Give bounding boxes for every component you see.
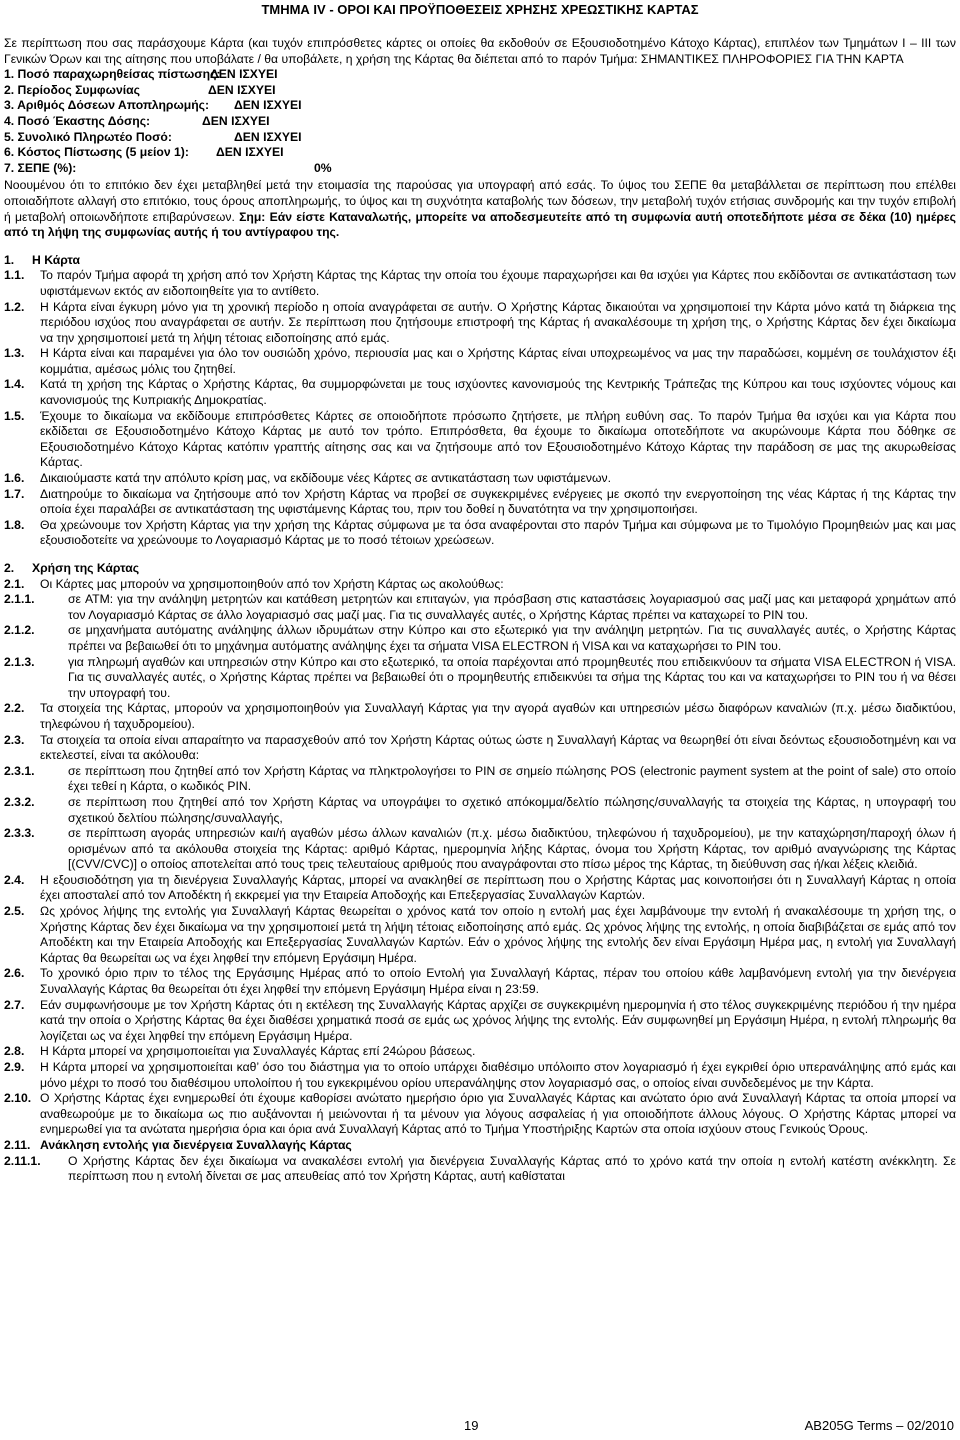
clause-text: Ως χρόνος λήψης της εντολής για Συναλλαγή Κάρτας θεωρείται ο χρόνος κατά τον οποίο η εντολή μας έχει λαμβάνουμε την εντολή ή ανακαλέσουμε τη χρήση της, ο Χρήστης Κάρτας δεν έχει δικαίωμα να την χρησιμοποιεί μετά τη λήψη τέτοιας ειδοποίησης από εμάς. Ως χρόνος λήψης της εντολής, η οποία διαβιβάζεται σε εμάς από τον Αποδέκτη και την Εταιρεία Αποδοχής και Επεξεργασίας Συναλλαγών Καρτών. Εάν ο χρόνος λήψης της εντολής δεν είναι Εργάσιμη Ημέρα μας, η εντολή για Συναλλαγή Κάρτας θα θεωρείται ως να έχει ληφθεί την επόμενη Εργάσιμη Ημέρα. xyxy=(40,904,956,965)
key-info-row: 1. Ποσό παραχωρηθείσας πίστωσης: ΔΕΝ ΙΣΧΥΕΙ xyxy=(4,67,278,82)
clause-item xyxy=(4,826,956,873)
intro-paragraph: Σε περίπτωση που σας παράσχουμε Κάρτα (και τυχόν επιπρόσθετες κάρτες οι οποίες θα εκδοθούν σε Εξουσιοδοτημένο Κάτοχο Κάρτας), επιπλέον των Τμημάτων I – III των Γενικών Όρων και της αίτησης που υποβάλατε / θα υποβάλετε, η χρήση της Κάρτας θα διέπεται από το παρόν Τμήμα: ΣΗΜΑΝΤΙΚΕΣ ΠΛΗΡΟΦΟΡΙΕΣ ΓΙΑ ΤΗΝ ΚΑΡΤΑ xyxy=(4,36,956,66)
key-info-row: 5. Συνολικό Πληρωτέο Ποσό: ΔΕΝ ΙΣΧΥΕΙ xyxy=(4,129,302,144)
clause-text: Η Κάρτα είναι και παραμένει για όλο τον ουσιώδη χρόνο, περιουσία μας και ο Χρήστης Κάρτας είναι υποχρεωμένος να μας την παραδώσει, κομμένη σε τουλάχιστον έξι κομμάτια, αμέσως μόλις του ζητηθεί. xyxy=(40,346,956,376)
clause-number: 1.1. xyxy=(4,268,25,283)
clause-number: 2.1. xyxy=(4,576,25,591)
clause-text: Ανάκληση εντολής για διενέργεια Συναλλαγής Κάρτας xyxy=(40,1137,352,1152)
key-info-row: 2. Περίοδος Συμφωνίας ΔΕΝ ΙΣΧΥΕΙ xyxy=(4,82,276,97)
clause-number: 2.3.3. xyxy=(4,826,35,841)
clause-text: Το παρόν Τμήμα αφορά τη χρήση από τον Χρήστη Κάρτας της Κάρτας την οποία του έχουμε παραχωρήσει και θα ισχύει για Κάρτες που εκδίδονται σε αντικατάσταση των υφιστάμενων εκτός αν ειδοποιηθείτε για το αντίθετο. xyxy=(40,268,956,298)
section-2-items xyxy=(4,577,956,1185)
clause-item xyxy=(4,701,956,732)
clause-text: σε ATM: για την ανάληψη μετρητών και κατάθεση μετρητών και επιταγών, για πρόσβαση στις καταστάσεις λογαριασμού σας μαζί μας και μεταφορά χρημάτων από τον Λογαριασμό Κάρτας σε άλλο λογαριασμό σας μαζί μας. Για τις συναλλαγές αυτές, ο Χρήστης Κάρτας πρέπει να καταχωρεί το PIN του. xyxy=(68,592,956,622)
clause-number: 2.5. xyxy=(4,904,25,919)
clause-text: Δικαιούμαστε κατά την απόλυτο κρίση μας, να εκδίδουμε νέες Κάρτες σε αντικατάσταση των υφιστάμενων. xyxy=(40,471,611,486)
clause-number: 2.7. xyxy=(4,997,25,1012)
clause-item xyxy=(4,518,956,549)
clause-item xyxy=(4,377,956,408)
clause-number: 2.3.1. xyxy=(4,763,35,778)
key-info-row: 6. Κόστος Πίστωσης (5 μείον 1): ΔΕΝ ΙΣΧΥΕΙ xyxy=(4,145,284,160)
document-page xyxy=(4,0,956,1185)
clause-item xyxy=(4,904,956,966)
key-info-row: 7. ΣΕΠΕ (%): 0% xyxy=(4,160,332,175)
clause-text: Έχουμε το δικαίωμα να εκδίδουμε επιπρόσθετες Κάρτες σε οποιοδήποτε πρόσωπο ζητήσετε, με πλήρη ευθύνη σας. Το παρόν Τμήμα θα ισχύει και για Κάρτα που εκδίδεται σε Εξουσιοδοτημένο Κάτοχο Κάρτας με αυτό τον τρόπο. Επιπρόσθετα, θα έχουμε το δικαίωμα οποτεδήποτε να ακυρώνουμε Κάρτα που δόθηκε σε Εξουσιοδοτημένο Κάτοχο Κάρτας κατόπιν γραπτής αίτησης σας και να ζητήσουμε από τον Εξουσιοδοτημένο Κάτοχο Κάρτας την παράδοση σε μας της ακυρωθείσας Κάρτας. xyxy=(40,408,956,470)
clause-number: 1.6. xyxy=(4,471,25,486)
clause-number: 1.2. xyxy=(4,299,25,314)
notice-paragraph xyxy=(4,178,956,240)
clause-number: 2.11.1. xyxy=(4,1153,41,1168)
clause-text: σε περίπτωση αγοράς υπηρεσιών και/ή αγαθών μέσω άλλων καναλιών (π.χ. μέσω διαδικτύου, τηλεφώνου ή ταχυδρομείου), με την καταχώρηση/παροχή όλων ή ορισμένων από τα ακόλουθα στοιχεία της Κάρτας: αριθμό Κάρτας, ημερομηνία λήξης Κάρτας, όνομα του Χρήστη Κάρτας, τον αριθμό αναγνώρισης της Κάρτας [(CVV/CVC)] ο οποίος αποτελείται από τους τρεις τελευταίους αριθμούς που αναγράφονται στο πίσω μέρος της Κάρτας, τη διεύθυνση σας ή/και λέξεις κλειδιά. xyxy=(68,826,956,872)
clause-item xyxy=(4,998,956,1045)
clause-number: 1.4. xyxy=(4,377,25,392)
clause-text: Ο Χρήστης Κάρτας έχει ενημερωθεί ότι έχουμε καθορίσει ανώτατο ημερήσιο όριο για Συναλλαγές Κάρτας και ανώτατο όριο ανά Συναλλαγή Κάρτας τα οποία μπορεί να αναθεωρούμε με το δικαίωμα ως πιο αυξάνονται ή μειώνονται ή τα μένουν για λόγους ασφαλείας ή για οποιοδήποτε άλλους λόγους. Ο Χρήστης Κάρτας μπορεί να ενημερωθεί για τα ανώτατα ημερήσια όρια και όρια ανά Συναλλαγή Κάρτας από το Τμήμα Υποστήριξης Καρτών στα οποία ισχύουν στους Γενικούς Όρους. xyxy=(40,1091,956,1137)
clause-item xyxy=(4,873,956,904)
clause-item xyxy=(4,795,956,826)
page-title: ΤΜΗΜΑ IV - ΟΡΟΙ ΚΑΙ ΠΡΟΫΠΟΘΕΣΕΙΣ ΧΡΗΣΗΣ ΧΡΕΩΣΤΙΚΗΣ ΚΑΡΤΑΣ xyxy=(261,2,699,17)
clause-item xyxy=(4,577,956,593)
clause-text: Κατά τη χρήση της Κάρτας ο Χρήστης Κάρτας, θα συμμορφώνεται με τους ισχύοντες κανονισμούς της Κεντρικής Τράπεζας της Κύπρου και τους ισχύοντες νόμους και κανονισμούς της Κυπριακής Δημοκρατίας. xyxy=(40,377,956,408)
clause-text: σε μηχανήματα αυτόματης ανάληψης άλλων ιδρυμάτων στην Κύπρο και στο εξωτερικό για την ανάληψη μετρητών. Για τις συναλλαγές αυτές, ο Χρήστης Κάρτας πρέπει να βεβαιωθεί ότι το μηχάνημα αυτόματης ανάληψης έχει τα σήματα VISA ELECTRON ή VISA και να καταχωρήσει το PIN του. xyxy=(68,623,956,653)
clause-text: Τα στοιχεία της Κάρτας, μπορούν να χρησιμοποιηθούν για Συναλλαγή Κάρτας για την αγορά αγαθών και υπηρεσιών μέσω διαφόρων καναλιών (π.χ. μέσω διαδικτύου, τηλεφώνου ή ταχυδρομείου). xyxy=(40,701,956,731)
clause-text: Εάν συμφωνήσουμε με τον Χρήστη Κάρτας ότι η εκτέλεση της Συναλλαγής Κάρτας αρχίζει σε συγκεκριμένη ημερομηνία ή στο τέλος συγκεκριμένης περιόδου ή την ημέρα κατά την οποία ο Χρήστης Κάρτας θα έχει διαθέσει χρηματικά ποσά σε εμάς ως χρόνος λήψης της εντολής. Εάν συμφωνηθεί μη Εργάσιμη Ημέρα, η εντολή πληρωμής θα λογίζεται ως να έχει ληφθεί την επόμενη Εργάσιμη Ημέρα. xyxy=(40,997,956,1043)
clause-number: 2.8. xyxy=(4,1044,25,1059)
clause-item xyxy=(4,733,956,764)
clause-item xyxy=(4,1138,956,1154)
section-1-heading: 1. Η Κάρτα xyxy=(4,252,80,267)
clause-number: 2.9. xyxy=(4,1060,25,1074)
clause-number: 1.8. xyxy=(4,517,25,532)
clause-item xyxy=(4,487,956,518)
clause-text: Τα στοιχεία τα οποία είναι απαραίτητο να παρασχεθούν από τον Χρήστη Κάρτας ούτως ώστε η Συναλλαγή Κάρτας να θεωρηθεί ότι είναι δεόντως εξουσιοδοτημένη και να εκτελεστεί, είναι τα ακόλουθα: xyxy=(40,732,956,763)
clause-item xyxy=(4,655,956,702)
clause-text: Ο Χρήστης Κάρτας δεν έχει δικαίωμα να ανακαλέσει εντολή για διενέργεια Συναλλαγής Κάρτας από το χρόνο κατά την οποία η εντολή κατέστη ανέκκλητη. Σε περίπτωση που η εντολή δίνεται σε μας απευθείας από τον Χρήστη Κάρτας, αυτή καθίσταται xyxy=(68,1153,956,1184)
clause-text: Η Κάρτα είναι έγκυρη μόνο για τη χρονική περίοδο η οποία αναγράφεται σε αυτήν. Ο Χρήστης Κάρτας δικαιούται να χρησιμοποιεί την Κάρτα μόνο κατά τη διάρκεια της περιόδου ισχύος που αναγράφεται σε αυτήν. Σε περίπτωση που ζητήσουμε επιστροφή της Κάρτας ή ανακαλέσουμε τη χρήση της, ο Χρήστης Κάρτας δεν έχει δικαίωμα να την χρησιμοποιεί μετά τη λήψη τέτοιας ειδοποίησης από εμάς. xyxy=(40,299,956,345)
clause-item xyxy=(4,1044,956,1060)
key-info-row: 3. Αριθμός Δόσεων Αποπληρωμής: ΔΕΝ ΙΣΧΥΕΙ xyxy=(4,98,302,113)
clause-number: 2.2. xyxy=(4,701,25,716)
clause-text: Το χρονικό όριο πριν το τέλος της Εργάσιμης Ημέρας από το οποίο Εντολή για Συναλλαγή Κάρτας, πέραν του οποίου κάθε λαμβανόμενη εντολή για την διενέργεια Συναλλαγής Κάρτας θα θεωρείται ότι έχει ληφθεί την επόμενη Εργάσιμη Ημέρα είναι η 23:59. xyxy=(40,966,956,997)
clause-number: 2.1.2. xyxy=(4,623,35,638)
clause-item xyxy=(4,1154,956,1185)
clause-text: για πληρωμή αγαθών και υπηρεσιών στην Κύπρο και στο εξωτερικό, τα οποία παρέχονται από προμηθευτές που επιδεικνύουν τα σήματα VISA ELECTRON ή VISA. Για τις συναλλαγές αυτές, ο Χρήστης Κάρτας πρέπει να βεβαιωθεί ότι ο προμηθευτής επιδεικνύει τα σήμα της Κάρτας του και να καταχωρήσει το PIN του ή να θέσει την υπογραφή του. xyxy=(68,654,956,700)
clause-item xyxy=(4,1091,956,1138)
clause-text: Οι Κάρτες μας μπορούν να χρησιμοποιηθούν από τον Χρήστη Κάρτας ως ακολούθως: xyxy=(40,576,504,591)
clause-number: 2.10. xyxy=(4,1091,32,1106)
clause-text: σε περίπτωση που ζητηθεί από τον Χρήστη Κάρτας να υπογράψει το σχετικό απόκομμα/δελτίο πώλησης/συναλλαγής τα στοιχεία της Κάρτας, η υπογραφή του σχετικού δελτίου πώλησης/συναλλαγής, xyxy=(68,794,956,825)
clause-item xyxy=(4,966,956,997)
clause-item xyxy=(4,764,956,795)
notice-bold-text: Σημ: Εάν είστε Καταναλωτής, μπορείτε να αποδεσμευτείτε από τη συμφωνία αυτή οποτεδήποτε μέσα σε δέκα (10) ημέρες από τη λήψη της συμφωνίας αυτής ή του αντίγραφου της. xyxy=(4,209,957,240)
clause-number: 2.3.2. xyxy=(4,794,35,809)
clause-item xyxy=(4,346,956,377)
clause-number: 2.6. xyxy=(4,966,25,981)
clause-text: Η Κάρτα μπορεί να χρησιμοποιείται για Συναλλαγές Κάρτας επί 24ώρου βάσεως. xyxy=(40,1044,476,1059)
clause-item xyxy=(4,623,956,654)
clause-text: Η εξουσιοδότηση για τη διενέργεια Συναλλαγής Κάρτας, μπορεί να ανακληθεί σε περίπτωση που ο Χρήστης Κάρτας μας κοινοποιήσει ότι η Συναλλαγή Κάρτας η οποία έχει αποσταλεί από τον Αποδέκτη ή εκκρεμεί για την Εταιρεία Αποδοχής και Επεξεργασίας Συναλλαγών Καρτών. xyxy=(40,872,956,903)
document-reference: AB205G Terms – 02/2010 xyxy=(804,1418,954,1433)
clause-item xyxy=(4,409,956,471)
key-info-row: 4. Ποσό Έκαστης Δόσης: ΔΕΝ ΙΣΧΥΕΙ xyxy=(4,113,270,128)
page-number: 19 xyxy=(464,1418,479,1433)
notice-text: Νοουμένου ότι το επιτόκιο δεν έχει μεταβληθεί μετά την ετοιμασία της παρούσας για υπογραφή από εσάς. Το ύψος του ΣΕΠΕ θα μεταβάλλεται σε περίπτωση που επέλθει οποιαδήποτε αλλαγή στο επιτόκιο, τους όρους αποπληρωμής, το ύψος και τη συχνότητα καταβολής των δόσεων, την μεταβολή τυχόν ετήσιας συνδρομής και την τυχόν επιβολή ή μεταβολή οποιωνδήποτε επιβαρύνσεων. xyxy=(4,178,956,224)
clause-number: 2.1.1. xyxy=(4,592,35,607)
clause-item xyxy=(4,1060,956,1091)
clause-item xyxy=(4,268,956,299)
clause-number: 1.5. xyxy=(4,408,25,423)
clause-text: Θα χρεώνουμε τον Χρήστη Κάρτας για την χρήση της Κάρτας σύμφωνα με τα όσα αναφέρονται στο παρόν Τμήμα και σύμφωνα με το Τιμολόγιο Προμηθειών μας και μας εξουσιοδοτείτε να χρεώνουμε το Λογαριασμό Κάρτας με το ποσό τέτοιων χρεώσεων. xyxy=(40,517,956,548)
clause-text: Διατηρούμε το δικαίωμα να ζητήσουμε από τον Χρήστη Κάρτας να προβεί σε συγκεκριμένες ενέργειες με σκοπό την ενεργοποίηση της νέας Κάρτας ή της Κάρτας την οποία έχει παραλάβει σε αντικατάσταση της υφιστάμενης Κάρτας του, πριν του δοθεί η δυνατότητα να την χρησιμοποιήσει. xyxy=(40,486,956,517)
clause-item xyxy=(4,300,956,347)
clause-number: 1.3. xyxy=(4,346,25,361)
section-1-items xyxy=(4,268,956,549)
key-info-list xyxy=(4,67,956,176)
clause-item xyxy=(4,471,956,487)
section-2-heading: 2. Χρήση της Κάρτας xyxy=(4,561,140,575)
clause-text: σε περίπτωση που ζητηθεί από τον Χρήστη Κάρτας να πληκτρολογήσει το PIN σε σημείο πώλησης POS (electronic payment system at the point of sale) στο οποίο έχει τεθεί η Κάρτα, ο κωδικός PIN. xyxy=(68,763,956,794)
clause-item xyxy=(4,592,956,623)
clause-text: Η Κάρτα μπορεί να χρησιμοποιείται καθ’ όσο του διάστημα για το οποίο υπάρχει διαθέσιμο υπόλοιπο στον λογαριασμό ή έχει εγκριθεί όριο υπερανάληψης από εμάς και μόνο μέχρι το ποσό του διαθέσιμου υπολοίπου ή του εγκεκριμένου ορίου υπερανάληψης στον λογαριασμό σας, ο οποίος είναι συνδεδεμένος με την Κάρτα. xyxy=(40,1060,956,1090)
clause-number: 1.7. xyxy=(4,486,25,501)
clause-number: 2.3. xyxy=(4,732,25,747)
clause-number: 2.11. xyxy=(4,1137,31,1152)
clause-number: 2.1.3. xyxy=(4,654,35,669)
page-footer xyxy=(0,1418,960,1438)
clause-number: 2.4. xyxy=(4,872,25,887)
